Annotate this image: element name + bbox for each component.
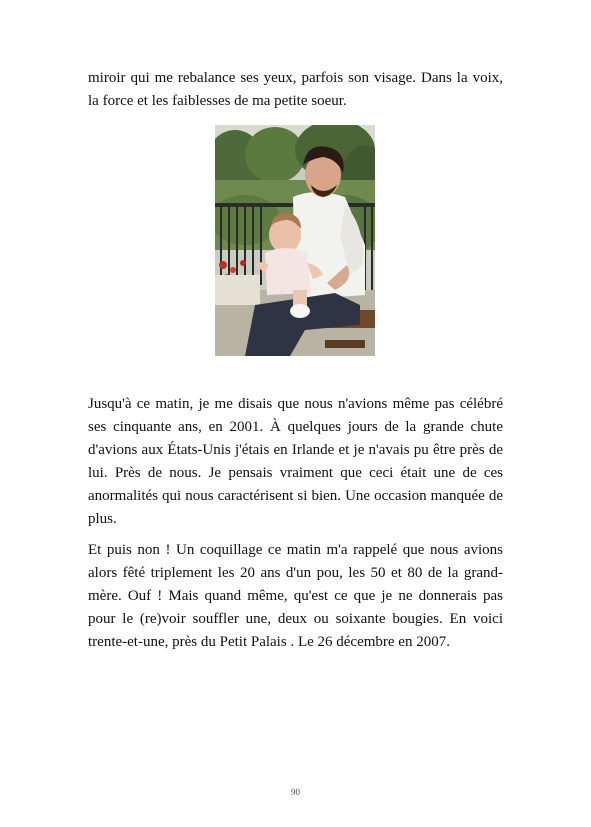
paragraph-1: Jusqu'à ce matin, je me disais que nous n'avions même pas célébré ses cinquante ans, en 2001. À quelques jours de la grande chute d'avions aux États-Unis j'étais en Irlande et je n'avais pu être près de lui. Près de nous. Je pensais vraiment que ceci était une de ces anormalités qui nous caractérisent si bien. Une occasion manquée de plus. xyxy=(88,396,503,527)
family-photo xyxy=(215,125,375,356)
paragraph-intro: miroir qui me rebalance ses yeux, parfois son visage. Dans la voix, la force et les faiblesses de ma petite soeur. xyxy=(88,70,503,109)
paragraph-2: Et puis non ! Un coquillage ce matin m'a rappelé que nous avions alors fêté triplement les 20 ans d'un pou, les 50 et 80 de la grand-mère. Ouf ! Mais quand même, qu'est ce que je ne donnerais pas pour le (re)voir souffler une, deux ou soixante bougies. En voici trente-et-une, près du Petit Palais . Le 26 décembre en 2007. xyxy=(88,542,503,650)
page-number: 90 xyxy=(291,787,300,797)
